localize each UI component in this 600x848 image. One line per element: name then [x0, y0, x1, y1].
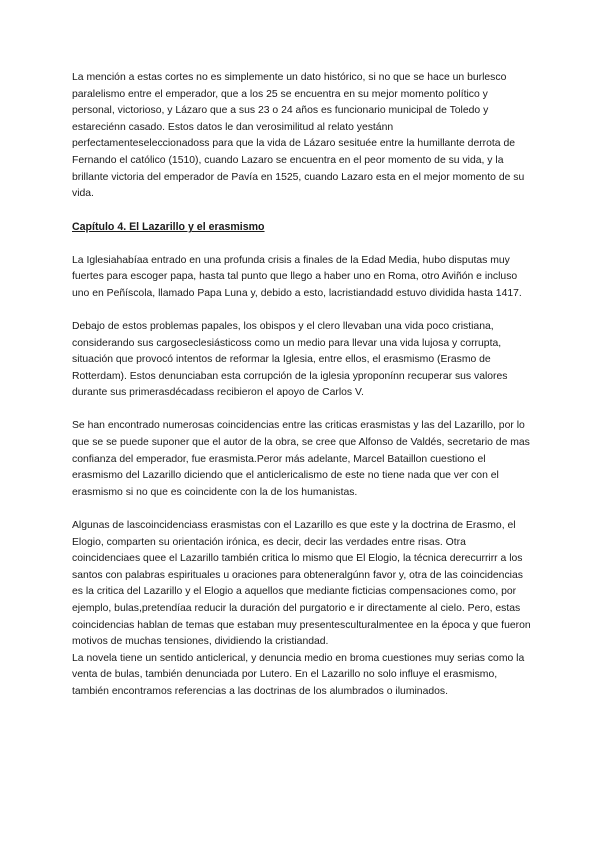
paragraph-spacer: [72, 501, 532, 518]
paragraph-iglesia-crisis: La Iglesiahabíaa entrado en una profunda crisis a finales de la Edad Media, hubo disputas muy fuertes para escoger papa, hasta tal punto que llego a haber uno en Roma, otro Aviñón e incluso uno en Peñíscola, llamado Papa Luna y, debido a esto, lacristiandadd estuvo dividida hasta 1417.: [72, 254, 522, 299]
paragraph-spacer: [72, 236, 532, 253]
paragraph-problemas-papales: Debajo de estos problemas papales, los obispos y el clero llevaban una vida poco cristiana, considerando sus cargoseclesiásticoss como un medio para llevar una vida lujosa y corrupta, situación que provocó intentos de reformar la Iglesia, entre ellos, el erasmismo (Erasmo de Rotterdam). Estos denunciaban esta corrupción de la iglesia yproponínn recuperar sus valores durante sus primerasdécadass recibieron el apoyo de Carlos V.: [72, 320, 508, 399]
paragraph-cortes: La mención a estas cortes no es simplemente un dato histórico, si no que se hace un burlesco paralelismo entre el emperador, que a los 25 se encuentra en su mejor momento político y personal, victorioso, y Lázaro que a sus 23 o 24 años es funcionario municipal de Toledo y estareciénn casado. Estos datos le dan verosimilitud al relato yestánn perfectamenteseleccionadoss para que la vida de Lázaro sesituée entre la humillante derrota de Fernando el católico (1510), cuando Lazaro se encuentra en el peor momento de su vida, y la brillante victoria del emperador de Pavía en 1525, cuando Lazaro esta en el mejor momento de su vida.: [72, 72, 525, 200]
paragraph-spacer: [72, 302, 532, 319]
paragraph-spacer: [72, 402, 532, 419]
paragraph-spacer: [72, 203, 532, 220]
paragraph-coincidencias-criticas: Se han encontrado numerosas coincidencias entre las criticas erasmistas y las del Lazarillo, por lo que se se puede suponer que el autor de la obra, se cree que Alfonso de Valdés, secretario de mas confianza del emperador, fue erasmista.Peror más adelante, Marcel Bataillon cuestiono el erasmismo del Lazarillo diciendo que el anticlericalismo de este no tiene nada que ver con el erasmismo si no que es coincidente con la de los humanistas.: [72, 420, 530, 498]
paragraph-sentido-anticlerical: La novela tiene un sentido anticlerical, y denuncia medio en broma cuestiones muy serias como la venta de bulas, también denunciada por Lutero. En el Lazarillo no solo influye el erasmismo, también encontramos referencias a las doctrinas de los alumbrados o iluminados.: [72, 652, 525, 697]
document-body: [72, 70, 532, 701]
paragraph-coincidencias-erasmistas: Algunas de lascoincidenciass erasmistas con el Lazarillo es que este y la doctrina de Erasmo, el Elogio, comparten su orientación irónica, es decir, decir las verdades entre risas. Otra coincidenciaes quee el Lazarillo también critica lo mismo que El Elogio, la técnica derecurrirr a los santos con palabras espirituales u oraciones para obteneralgúnn favor y, otra de las coincidencias es la critica del Lazarillo y el Elogio a aquellos que mediante ficticias compensaciones como, por ejemplo, bulas,pretendíaa reducir la duración del purgatorio e ir directamente al cielo. Pero, estas coincidencias hablan de temas que estaban muy presentesculturalmentee en la época y que fueron motivos de muchas tensiones, dividiendo la cristiandad.: [72, 520, 531, 648]
chapter-heading: Capítulo 4. El Lazarillo y el erasmismo: [72, 221, 265, 234]
